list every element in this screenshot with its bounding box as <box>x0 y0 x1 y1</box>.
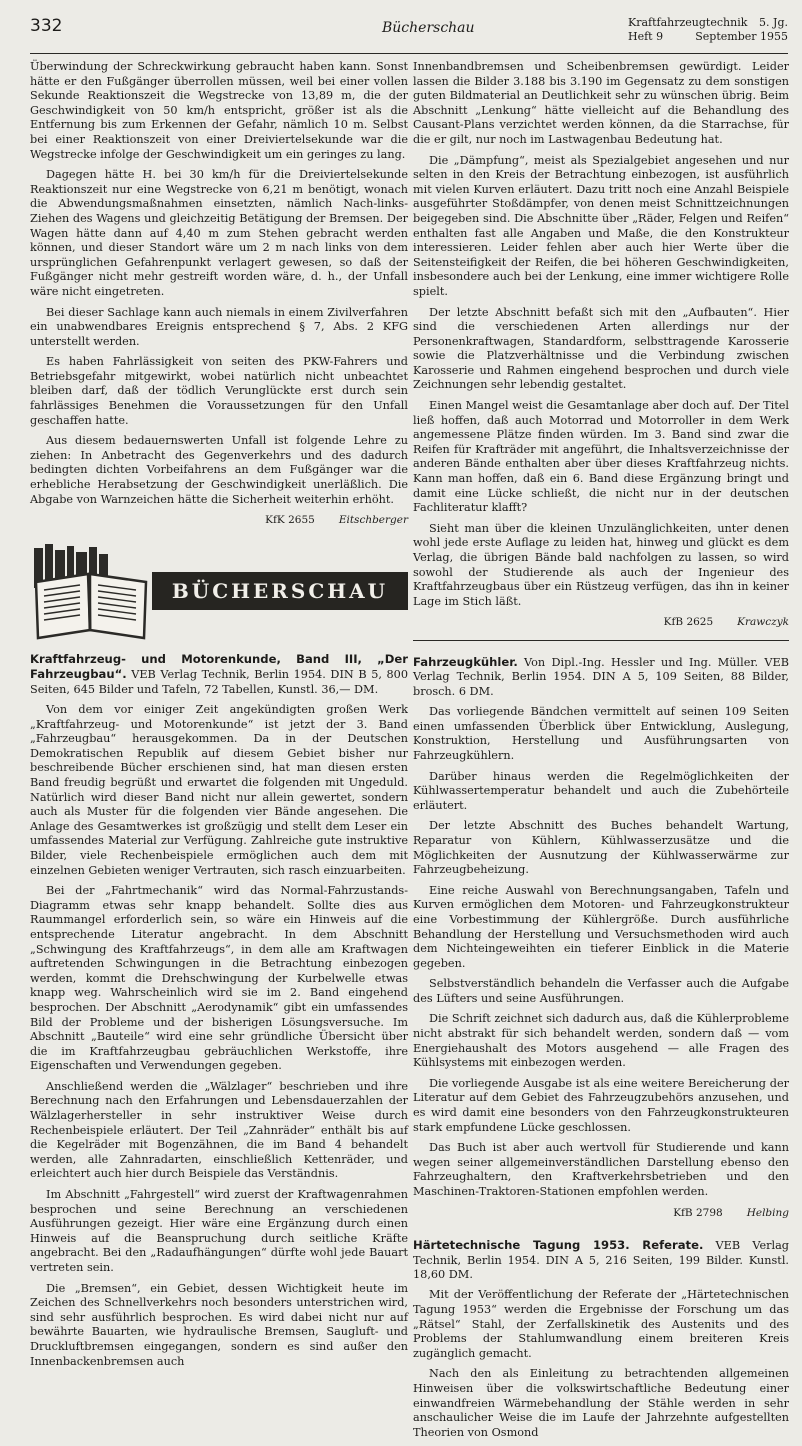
paragraph: Die vorliegende Ausgabe ist als eine weitere Bereicherung der Literatur auf dem Gebiet des Fahrzeugzubehörs anzusehen, und es wird damit eine besonders von den Fahrzeugkonstrukteuren stark empfundene Lücke geschlossen. <box>413 1076 789 1134</box>
journal-issue: Heft 9 <box>628 30 664 43</box>
paragraph: Bei dieser Sachlage kann auch niemals in einem Zivilverfahren ein unabwendbares Ereignis entsprechend § 7, Abs. 2 KFG unterstellt werden. <box>30 305 408 348</box>
page-number: 332 <box>30 16 63 36</box>
banner-label: BÜCHERSCHAU <box>152 572 408 610</box>
paragraph: Der letzte Abschnitt befaßt sich mit den „Aufbauten“. Hier sind die verschiedenen Arten allerdings nur der Personenkraftwagen, Standardform, selbsttragende Karosserie sowie die Platzverhältnisse und die Verbindung zwischen Karosserie und Rahmen eingehend besprochen und durch viele Zeichnungen sehr lebendig gestaltet. <box>413 305 789 392</box>
review-heading <box>30 652 408 697</box>
paragraph: Sieht man über die kleinen Unzulänglichkeiten, unter denen wohl jede erste Auflage zu leiden hat, hinweg und glückt es dem Verlag, die übrigen Bände bald nachfolgen zu lassen, so wird sowohl der Studierende als auch der Ingenieur des Kraftfahrzeugbaus über ein Rüstzeug verfügen, das ihn in keiner Lage im Stich läßt. <box>413 521 789 608</box>
paragraph: Überwindung der Schreckwirkung gebraucht haben kann. Sonst hätte er den Fußgänger überrollen müssen, weil bei einer vollen Sekunde Reaktionszeit die Wegstrecke von 13,89 m, die der Geschwindigkeit von 50 km/h entspricht, größer ist als die Entfernung bis zum Erkennen der Gefahr, nämlich 10 m. Selbst bei einer Reaktionszeit von einer Dreiviertelsekunde war die Wegstrecke infolge der Geschwindigkeit um ein geringes zu lang. <box>30 60 408 161</box>
signature-code: KfB 2798 <box>673 1206 723 1219</box>
signature-code: KfK 2655 <box>265 514 315 527</box>
left-column <box>30 60 408 1375</box>
section-title: Bücherschau <box>382 20 475 36</box>
signature-author: Krawczyk <box>737 616 789 629</box>
paragraph: Einen Mangel weist die Gesamtanlage aber doch auf. Der Titel ließ hoffen, daß auch Motorrad und Motorroller in dem Werk angemessene Plätze finden würden. Im 3. Band sind zwar die Reifen für Krafträder mit angeführt, die Inhaltsverzeichnisse der anderen Bände enthalten aber über dieses Kraftfahrzeug nichts. Kann man hoffen, daß ein 6. Band diese Ergänzung bringt und damit eine Lücke schließt, die nicht nur in der deutschen Fachliteratur klafft? <box>413 399 789 515</box>
open-books-icon <box>30 540 152 640</box>
paragraph: Selbstverständlich behandeln die Verfasser auch die Aufgabe des Lüfters und seine Ausführungen. <box>413 977 789 1005</box>
paragraph: Nach den als Einleitung zu betrachtenden allgemeinen Hinweisen über die volkswirtschaftliche Bedeutung einer einwandfreien Wärmebehandlung der Stähle werden in sehr anschaulicher Weise die im Laufe der Jahrzehnte aufgestellten Theorien von Osmond <box>413 1367 789 1439</box>
journal-info <box>628 16 788 44</box>
paragraph: Anschließend werden die „Wälzlager“ beschrieben und ihre Berechnung nach den Erfahrungen und Lebensdauerzahlen der Wälzlagerhersteller in sehr instruktiver Weise durch Rechenbeispiele erläutert. Der Teil „Zahnräder“ enthält bis auf die Kegelräder mit Bogenzähnen, die im Band 4 behandelt werden, alle Zahnradarten, einschließlich Kettenräder, und erleichtert auch hier durch Beispiele das Verständnis. <box>30 1079 408 1181</box>
review-title: Fahrzeugkühler. <box>413 654 518 669</box>
review-heading <box>413 655 789 699</box>
right-column <box>413 60 789 1446</box>
section-banner <box>30 536 408 644</box>
article-signature <box>413 615 789 630</box>
divider <box>413 640 789 641</box>
paragraph: Aus diesem bedauernswerten Unfall ist folgende Lehre zu ziehen: In Anbetracht des Gegenverkehrs und des dadurch bedingten dichten Vorbeifahrens an dem Fußgänger war die erhebliche Herabsetzung der Geschwindigkeit unerläßlich. Die Abgabe von Warnzeichen hätte die Sicherheit weiterhin erhöht. <box>30 434 408 506</box>
paragraph: Von dem vor einiger Zeit angekündigten großen Werk „Kraftfahrzeug- und Motorenkunde“ ist jetzt der 3. Band „Fahrzeugbau“ herausgekommen. Da in der Deutschen Demokratischen Republik auf diesem Gebiet bisher nur beschreibende Bücher erschienen sind, hat man diesen ersten Band freudig begrüßt und erwartet die folgenden mit Ungeduld. Natürlich wird dieser Band nicht nur allein gewertet, sondern auch als Muster für die folgenden vier Bände angesehen. Die Anlage des Gesamtwerkes ist großzügig und stellt dem Leser ein umfassendes Material zur Verfügung. Zahlreiche gute instruktive Bilder, viele Rechenbeispiele ermöglichen auch dem mit einzelnen Gebieten weniger Vertrauten, sich rasch einzuarbeiten. <box>30 703 408 877</box>
article-signature <box>30 513 408 528</box>
signature-code: KfB 2625 <box>663 616 714 629</box>
signature-author: Helbing <box>746 1206 789 1219</box>
paragraph: Mit der Veröffentlichung der Referate der „Härtetechnischen Tagung 1953“ werden die Ergebnisse der Forschung um das „Rätsel“ Stahl, der Zerfallskinetik des Austenits und des Problems der Stahlumwandlung einem breiteren Kreis zugänglich gemacht. <box>413 1288 789 1360</box>
paragraph: Bei der „Fahrtmechanik“ wird das Normal-Fahrzustands-Diagramm etwas sehr knapp behandelt. Sollte dies aus Raummangel erforderlich sein, so wäre ein Hinweis auf die entsprechende Literatur angebracht. In dem Abschnitt „Schwingung des Kraftfahrzeugs“, in dem alle am Kraftwagen auftretenden Schwingungen in die Betrachtung einbezogen werden, kommt die Drehschwingung der Kurbelwelle etwas knapp weg. Wahrscheinlich wird sie im 2. Band eingehend besprochen. Der Abschnitt „Aerodynamik“ gibt ein umfassendes Bild der Probleme und der bisherigen Lösungsversuche. Im Abschnitt „Bauteile“ wird eine sehr gründliche Übersicht über die im Kraftfahrzeugbau gebräuchlichen Werkstoffe, ihre Eigenschaften und Verwendungen gegeben. <box>30 884 408 1073</box>
paragraph: Eine reiche Auswahl von Berechnungsangaben, Tafeln und Kurven ermöglichen dem Motoren- und Fahrzeugkonstrukteur eine Vorbestimmung der Kühlergröße. Durch ausführliche Behandlung der Herstellung und Versuchsmethoden wird auch dem Nichteingeweihten ein tieferer Einblick in die Materie gegeben. <box>413 883 789 970</box>
paragraph: Es haben Fahrlässigkeit von seiten des PKW-Fahrers und Betriebsgefahr mitgewirkt, wobei natürlich nicht unbeachtet bleiben darf, daß der tödlich Verunglückte erst durch sein fahrlässiges Benehmen die Voraussetzungen für den Unfall geschaffen hatte. <box>30 355 408 427</box>
paragraph: Die „Dämpfung“, meist als Spezialgebiet angesehen und nur selten in den Kreis der Betrachtung einbezogen, ist ausführlich mit vielen Kurven erläutert. Dazu tritt noch eine Anzahl Beispiele ausgeführter Stoßdämpfer, von denen meist Schnittzeichnungen beigegeben sind. Die Abschnitte über „Räder, Felgen und Reifen“ enthalten fast alle Angaben und Maße, die den Konstrukteur interessieren. Leider fehlen aber auch hier Werte über die Seitensteifigkeit der Reifen, die bei höheren Geschwindigkeiten, insbesondere auch bei der Lenkung, eine immer wichtigere Rolle spielt. <box>413 153 789 298</box>
review-meta: VEB Verlag Technik, Berlin 1954. DIN A 5, 216 Seiten, 199 Bilder. Kunstl. 18,60 DM. <box>413 1239 789 1281</box>
paragraph: Die Schrift zeichnet sich dadurch aus, daß die Kühlerprobleme nicht abstrakt für sich behandelt werden, sondern daß — vom Energiehaushalt des Motors ausgehend — alle Fragen des Kühlsystems mit einbezogen werden. <box>413 1012 789 1070</box>
review-meta: VEB Verlag Technik, Berlin 1954. DIN B 5, 800 Seiten, 645 Bilder und Tafeln, 72 Tabellen, Kunstl. 36,— DM. <box>30 668 408 696</box>
journal-name: Kraftfahrzeugtechnik <box>628 16 748 29</box>
journal-volume: 5. Jg. <box>759 16 788 29</box>
paragraph: Dagegen hätte H. bei 30 km/h für die Dreiviertelsekunde Reaktionszeit nur eine Wegstrecke von 6,21 m benötigt, wonach die Abwendungsmaßnahmen einsetzten, nämlich Nach-links-Ziehen des Wagens und gleichzeitig Betätigung der Bremsen. Der Wagen hätte dann auf 4,40 m zum Stehen gebracht werden können, und dieser Standort wäre um 2 m nach links von dem ursprünglichen Gefahrenpunkt verlagert gewesen, so daß der Fußgänger nicht mehr gestreift worden wäre, d. h., der Unfall wäre nicht eingetreten. <box>30 168 408 298</box>
page-header <box>30 14 788 54</box>
paragraph: Im Abschnitt „Fahrgestell“ wird zuerst der Kraftwagenrahmen besprochen und seine Berechnung an verschiedenen Ausführungen gezeigt. Hier wäre eine Ergänzung durch einen Hinweis auf die Beanspruchung durch seitliche Kräfte angebracht. Bei den „Radaufhängungen“ dürfte wohl jede Bauart vertreten sein. <box>30 1188 408 1274</box>
review-heading <box>413 1238 789 1282</box>
review-title: Härtetechnische Tagung 1953. Referate. <box>413 1238 704 1253</box>
review-title: Kraftfahrzeug- und Motorenkunde, Band III, „Der Fahrzeugbau“. <box>30 651 408 682</box>
paragraph: Das Buch ist aber auch wertvoll für Studierende und kann wegen seiner allgemeinverständlichen Darstellung ebenso den Fahrzeughaltern, den Kraftverkehrsbetrieben und den Maschinen-Traktoren-Stationen empfohlen werden. <box>413 1141 789 1198</box>
paragraph: Darüber hinaus werden die Regelmöglichkeiten der Kühlwassertemperatur behandelt und auch die Zubehörteile erläutert. <box>413 769 789 812</box>
paragraph: Die „Bremsen“, ein Gebiet, dessen Wichtigkeit heute im Zeichen des Schnellverkehrs noch besonders unterstrichen wird, sind sehr ausführlich besprochen. Es wird dabei nicht nur auf bewährte Bauarten, wie hydraulische Bremsen, Saugluft- und Druckluftbremsen eingegangen, sondern es sind außer den Innenbackenbremsen auch <box>30 1281 408 1368</box>
journal-date: September 1955 <box>695 30 788 43</box>
article-signature <box>413 1206 789 1221</box>
paragraph: Der letzte Abschnitt des Buches behandelt Wartung, Reparatur von Kühlern, Kühlwasserzusätze und die Möglichkeiten der Ausnutzung der Kühlwasserwärme zur Fahrzeugbeheizung. <box>413 819 789 877</box>
review-meta: Von Dipl.-Ing. Hessler und Ing. Müller. VEB Verlag Technik, Berlin 1954. DIN A 5, 109 Seiten, 88 Bilder, brosch. 6 DM. <box>413 655 789 698</box>
paragraph: Innenbandbremsen und Scheibenbremsen gewürdigt. Leider lassen die Bilder 3.188 bis 3.190 im Gegensatz zu dem sonstigen guten Bildmaterial an Deutlichkeit sehr zu wünschen übrig. Beim Abschnitt „Lenkung“ hätte vielleicht auf die Behandlung des Causant-Plans verzichtet werden können, da die Starrachse, für die er gilt, nur noch im Lastwagenbau Bedeutung hat. <box>413 60 789 146</box>
paragraph: Das vorliegende Bändchen vermittelt auf seinen 109 Seiten einen umfassenden Überblick über Entwicklung, Auslegung, Konstruktion, Herstellung und Ausführungsarten von Fahrzeugkühlern. <box>413 705 789 762</box>
signature-author: Eitschberger <box>338 514 408 527</box>
